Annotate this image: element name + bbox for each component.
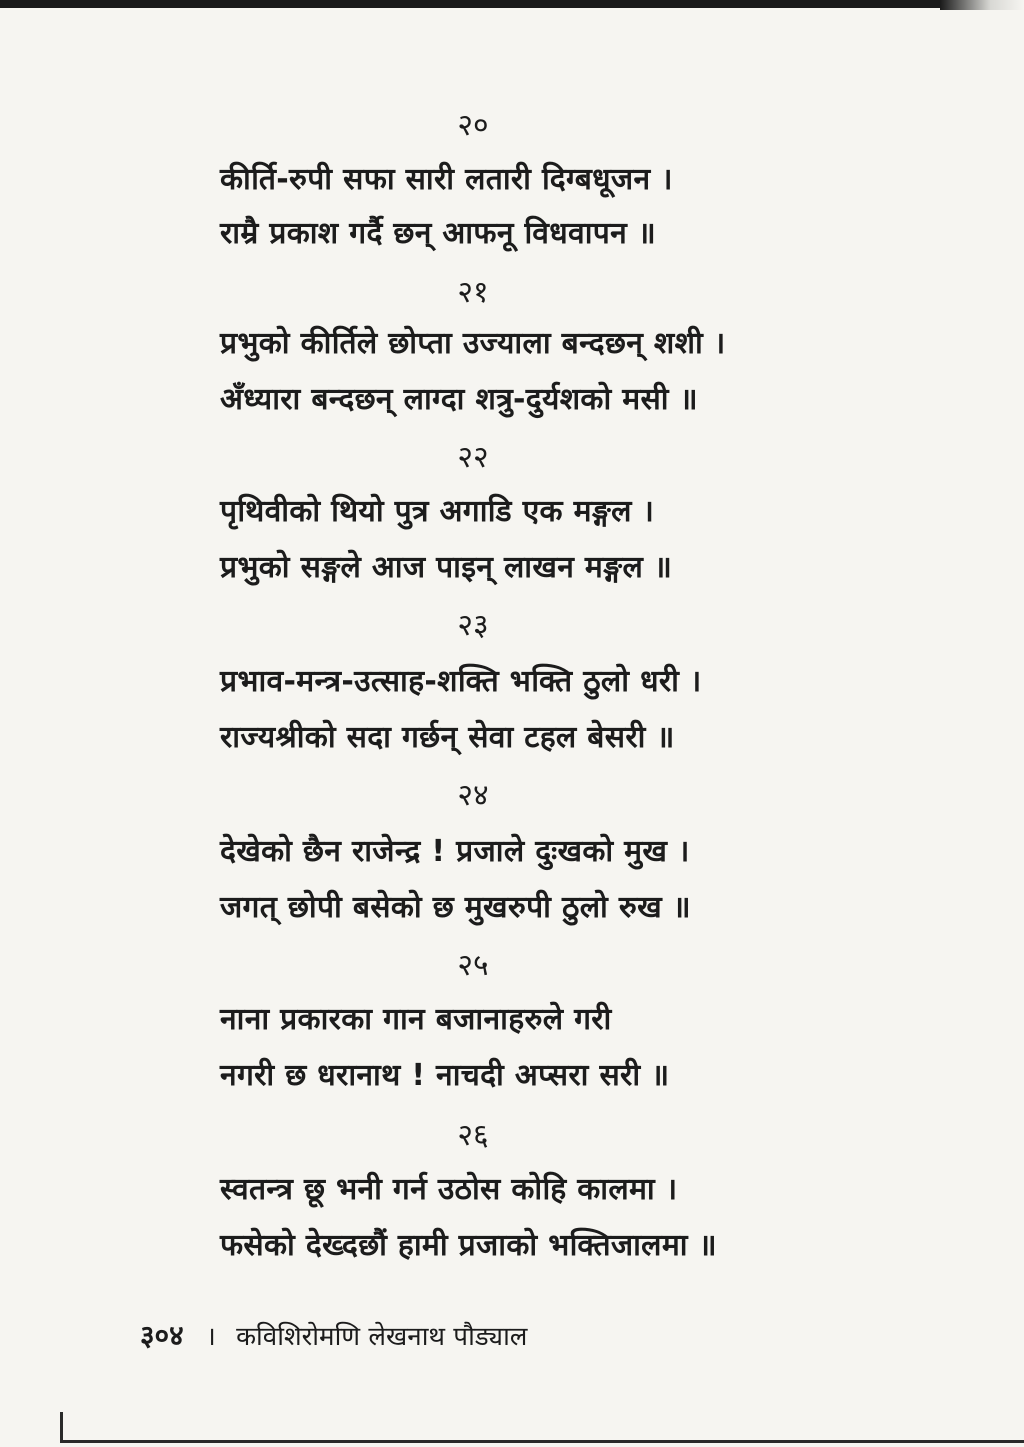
running-title: कविशिरोमणि लेखनाथ पौड्याल	[236, 1322, 528, 1352]
verse-line: अँध्यारा बन्दछन् लाग्दा शत्रु-दुर्यशको मसी ॥	[220, 382, 698, 417]
verse-number: २०	[457, 108, 489, 143]
verse-line: नाना प्रकारका गान बजानाहरुले गरी	[220, 1002, 612, 1037]
verse-line: फसेको देख्दछौं हामी प्रजाको भक्तिजालमा ॥	[220, 1228, 717, 1263]
verse-line: कीर्ति-रुपी सफा सारी लतारी दिग्बधूजन ।	[220, 162, 673, 197]
verse-line: राम्रै प्रकाश गर्दै छन् आफनू विधवापन ॥	[220, 216, 657, 251]
verse-number: २२	[457, 440, 489, 475]
scan-bottom-edge	[60, 1440, 1024, 1443]
verse-line: पृथिवीको थियो पुत्र अगाडि एक मङ्गल ।	[220, 494, 655, 529]
verse-line: राज्यश्रीको सदा गर्छन् सेवा टहल बेसरी ॥	[220, 720, 675, 755]
page-footer	[140, 1318, 527, 1355]
verse-line: नगरी छ धरानाथ ! नाचदी अप्सरा सरी ॥	[220, 1058, 670, 1093]
verse-line: प्रभुको कीर्तिले छोप्ता उज्याला बन्दछन् शशी ।	[220, 326, 726, 361]
verse-number: २६	[457, 1118, 489, 1153]
verse-line: जगत् छोपी बसेको छ मुखरुपी ठुलो रुख ॥	[220, 890, 691, 925]
verse-number: २१	[457, 275, 489, 310]
page-number: ३०४	[140, 1319, 184, 1352]
verse-number: २५	[457, 948, 489, 983]
verse-line: स्वतन्त्र छू भनी गर्न उठोस कोहि कालमा ।	[220, 1172, 678, 1207]
verse-line: देखेको छैन राजेन्द्र ! प्रजाले दुःखको मुख ।	[220, 834, 690, 869]
verse-line: प्रभुको सङ्गले आज पाइन् लाखन मङ्गल ॥	[220, 550, 673, 585]
footer-separator: ।	[205, 1322, 216, 1352]
scan-bottom-corner	[60, 1412, 63, 1443]
verse-number: २४	[457, 778, 489, 813]
verse-line: प्रभाव-मन्त्र-उत्साह-शक्ति भक्ति ठुलो धरी ।	[220, 664, 702, 699]
verse-number: २३	[457, 608, 489, 643]
